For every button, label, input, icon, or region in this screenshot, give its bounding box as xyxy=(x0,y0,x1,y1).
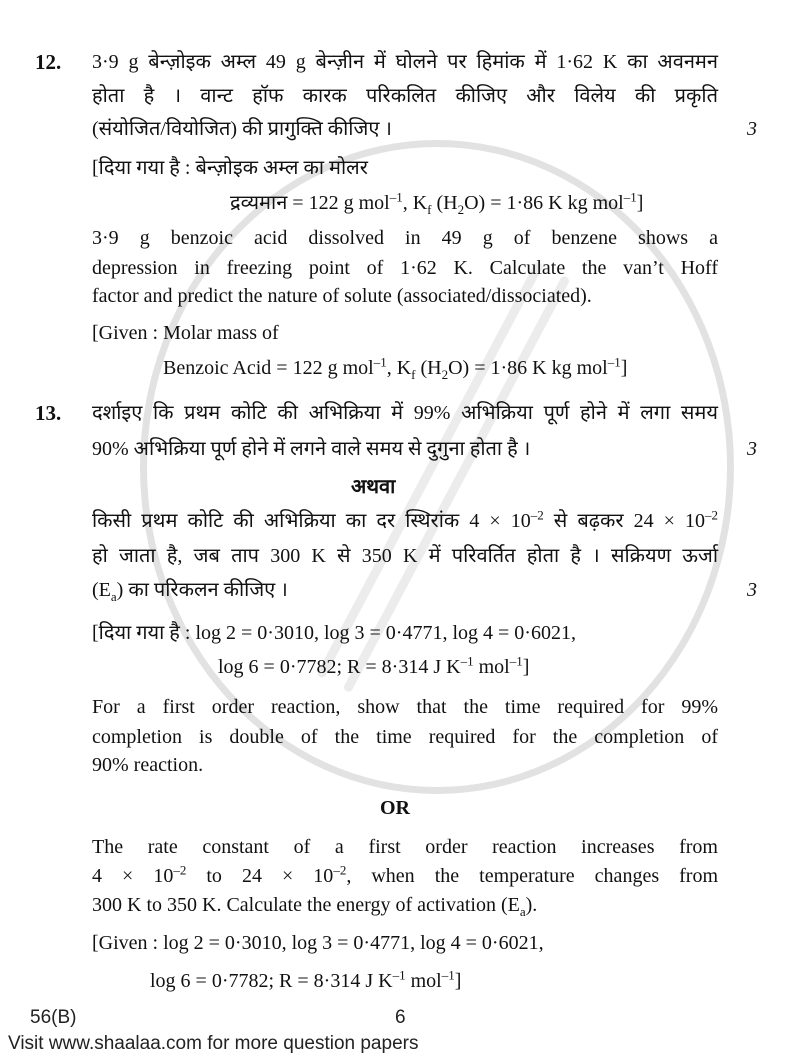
text-segment: mol xyxy=(473,656,510,678)
text-segment: (H xyxy=(431,192,458,214)
text-segment: ] xyxy=(636,192,644,214)
text-segment: , when the temperature changes from xyxy=(346,865,719,887)
text-segment: 3·9 g बेन्ज़ोइक अम्ल 49 g बेन्ज़ीन में घोलने पर हिमांक में 1·62 K का अवनमन xyxy=(92,51,718,73)
subscript: a xyxy=(110,589,117,604)
superscript: –1 xyxy=(373,354,387,370)
text-segment: O) = 1·86 K kg mol xyxy=(448,357,608,379)
text-line xyxy=(92,621,576,645)
text-segment: 90% अभिक्रिया पूर्ण होने में लगने वाले समय से दुगुना होता है । xyxy=(92,438,531,460)
text-line xyxy=(92,226,718,250)
marks: 3 xyxy=(747,579,757,601)
text-segment: , K xyxy=(386,357,412,379)
text-line xyxy=(92,84,718,108)
subscript: f xyxy=(427,202,432,217)
or-heading: OR xyxy=(380,797,410,819)
text-segment: [दिया गया है : log 2 = 0·3010, log 3 = 0·4771, log 4 = 0·6021, xyxy=(92,622,576,644)
text-segment: ] xyxy=(620,357,628,379)
marks: 3 xyxy=(747,438,757,460)
superscript: –1 xyxy=(509,653,523,669)
text-line xyxy=(230,191,643,215)
text-segment: [Given : log 2 = 0·3010, log 3 = 0·4771, log 4 = 0·6021, xyxy=(92,932,544,954)
text-line xyxy=(92,931,544,955)
text-line xyxy=(92,753,203,777)
text-segment: 3·9 g benzoic acid dissolved in 49 g of benzene shows a xyxy=(92,227,718,249)
superscript: –2 xyxy=(333,862,347,878)
paper-code: 56(B) xyxy=(30,1007,77,1028)
text-line xyxy=(92,321,279,345)
question-number: 12. xyxy=(35,50,62,74)
text-segment: For a first order reaction, show that the time required for 99% xyxy=(92,696,718,718)
superscript: –2 xyxy=(173,862,187,878)
promo-link[interactable]: Visit www.shaalaa.com for more question papers xyxy=(8,1033,419,1054)
text-segment: 90% reaction. xyxy=(92,754,204,776)
text-segment: 300 K to 350 K. Calculate the energy of activation (E xyxy=(92,894,520,916)
text-line xyxy=(92,578,288,602)
text-segment: द्रव्यमान = 122 g mol xyxy=(230,192,390,214)
superscript: –1 xyxy=(607,354,621,370)
text-segment: mol xyxy=(405,970,442,992)
text-line xyxy=(92,835,718,859)
text-line xyxy=(92,864,718,888)
text-line xyxy=(92,117,392,141)
text-segment: completion is double of the time required for the completion of xyxy=(92,726,718,748)
text-line xyxy=(150,969,461,993)
text-segment: किसी प्रथम कोटि की अभिक्रिया का दर स्थिरांक 4 × 10 xyxy=(92,510,531,532)
text-segment: log 6 = 0·7782; R = 8·314 J K xyxy=(150,970,393,992)
text-line xyxy=(92,437,530,461)
page-number: 6 xyxy=(395,1007,406,1028)
text-segment: (संयोजित/वियोजित) की प्रागुक्ति कीजिए । xyxy=(92,118,392,140)
superscript: –1 xyxy=(392,967,406,983)
text-segment: log 6 = 0·7782; R = 8·314 J K xyxy=(218,656,461,678)
superscript: –1 xyxy=(460,653,474,669)
text-segment: (E xyxy=(92,579,111,601)
superscript: –2 xyxy=(704,507,718,523)
text-segment: [Given : Molar mass of xyxy=(92,322,279,344)
superscript: –1 xyxy=(389,189,403,205)
text-line xyxy=(92,509,718,533)
subscript: f xyxy=(411,367,416,382)
text-segment: [दिया गया है : बेन्ज़ोइक अम्ल का मोलर xyxy=(92,157,368,179)
text-line xyxy=(218,655,529,679)
text-segment: से बढ़कर 24 × 10 xyxy=(543,510,705,532)
text-segment: O) = 1·86 K kg mol xyxy=(464,192,624,214)
text-segment: The rate constant of a first order reaction increases from xyxy=(92,836,718,858)
text-segment: ) का परिकलन कीजिए । xyxy=(116,579,288,601)
text-line xyxy=(92,544,718,568)
text-line xyxy=(92,156,368,180)
text-line xyxy=(92,893,537,917)
superscript: –2 xyxy=(530,507,544,523)
superscript: –1 xyxy=(441,967,455,983)
text-line xyxy=(92,256,718,280)
text-segment: दर्शाइए कि प्रथम कोटि की अभिक्रिया में 99% अभिक्रिया पूर्ण होने में लगा समय xyxy=(92,402,718,424)
text-line xyxy=(92,50,718,74)
text-segment: हो जाता है, जब ताप 300 K से 350 K में परिवर्तित होता है । सक्रियण ऊर्जा xyxy=(92,545,718,567)
text-segment: ] xyxy=(522,656,530,678)
text-segment: (H xyxy=(415,357,442,379)
subscript: 2 xyxy=(441,367,449,382)
text-line xyxy=(92,695,718,719)
text-line xyxy=(163,356,627,380)
text-segment: 4 × 10 xyxy=(92,865,174,887)
subscript: 2 xyxy=(457,202,465,217)
text-segment: factor and predict the nature of solute (associated/dissociated). xyxy=(92,285,592,307)
text-line xyxy=(92,401,718,425)
text-segment: Benzoic Acid = 122 g mol xyxy=(163,357,374,379)
text-segment: ). xyxy=(525,894,538,916)
or-hindi-heading: अथवा xyxy=(351,476,396,498)
text-segment: depression in freezing point of 1·62 K. Calculate the van’t Hoff xyxy=(92,257,718,279)
subscript: a xyxy=(519,904,526,919)
text-segment: , K xyxy=(402,192,428,214)
question-number: 13. xyxy=(35,401,62,425)
text-segment: होता है । वान्ट हॉफ कारक परिकलित कीजिए और विलेय की प्रकृति xyxy=(92,85,718,107)
marks: 3 xyxy=(747,118,757,140)
text-line xyxy=(92,284,592,308)
text-segment: ] xyxy=(454,970,462,992)
text-line xyxy=(92,725,718,749)
text-segment: to 24 × 10 xyxy=(186,865,334,887)
superscript: –1 xyxy=(623,189,637,205)
